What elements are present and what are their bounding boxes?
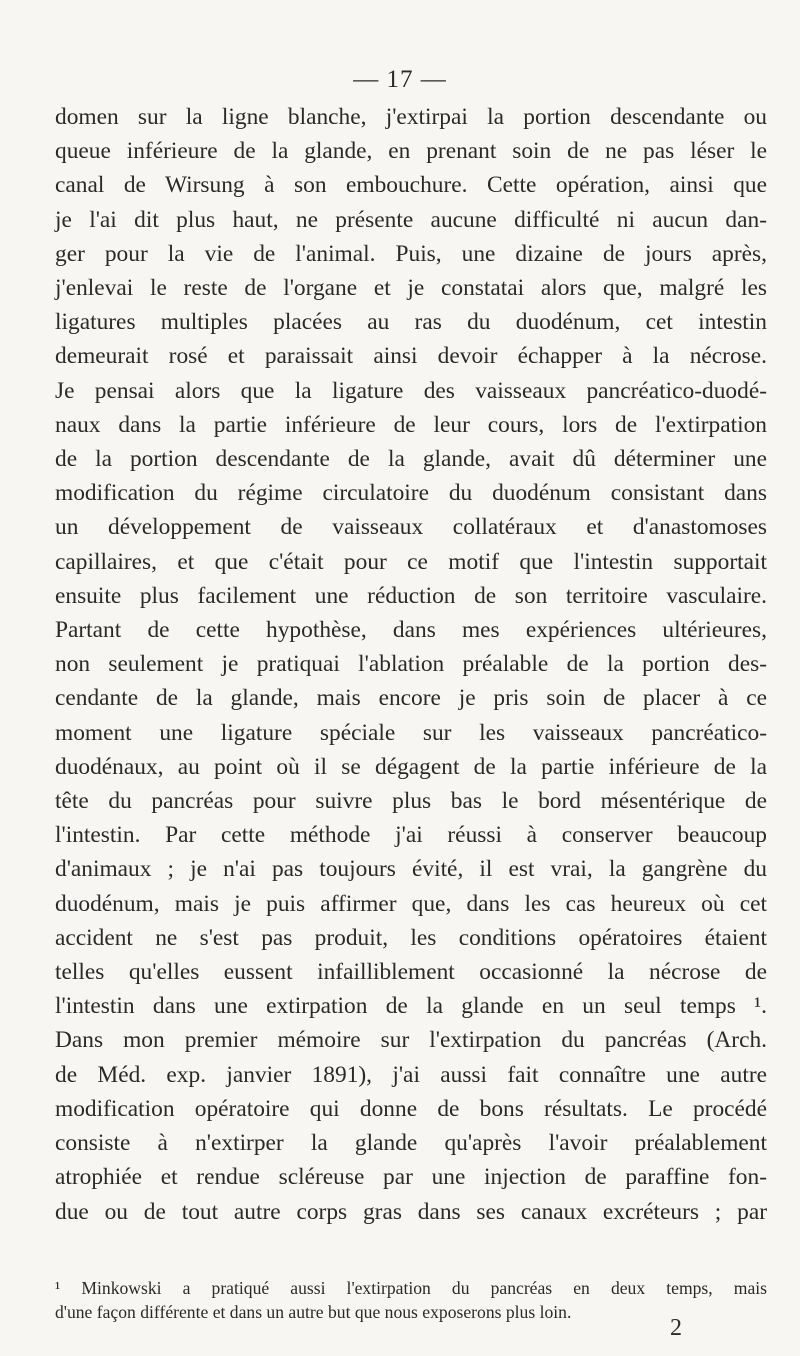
text-line: duodénaux, au point où il se dégagent de la partie inférieure de la	[55, 753, 767, 780]
text-line: je l'ai dit plus haut, ne présente aucune difficulté ni aucun dan-	[55, 206, 767, 233]
text-line: non seulement je pratiquai l'ablation préalable de la portion des-	[55, 651, 767, 678]
text-line: un développement de vaisseaux collatéraux et d'anastomoses	[55, 514, 767, 541]
text-line: demeurait rosé et paraissait ainsi devoir échapper à la nécrose.	[55, 343, 767, 370]
text-line: accident ne s'est pas produit, les conditions opératoires étaient	[55, 924, 767, 951]
footnote-line: ¹ Minkowski a pratiqué aussi l'extirpation du pancréas en deux temps, mais	[55, 1278, 767, 1298]
text-line: cendante de la glande, mais encore je pris soin de placer à ce	[55, 685, 767, 712]
text-line: modification opératoire qui donne de bons résultats. Le procédé	[55, 1095, 767, 1122]
text-line: modification du régime circulatoire du duodénum consistant dans	[55, 480, 767, 507]
text-line: naux dans la partie inférieure de leur cours, lors de l'extirpation	[55, 411, 767, 438]
text-line: duodénum, mais je puis affirmer que, dans les cas heureux où cet	[55, 890, 767, 917]
text-line: l'intestin. Par cette méthode j'ai réussi à conserver beaucoup	[55, 822, 767, 849]
text-line: d'animaux ; je n'ai pas toujours évité, il est vrai, la gangrène du	[55, 856, 767, 883]
text-line: capillaires, et que c'était pour ce motif que l'intestin supportait	[55, 548, 767, 575]
text-line: ger pour la vie de l'animal. Puis, une dizaine de jours après,	[55, 240, 767, 267]
text-line: domen sur la ligne blanche, j'extirpai la portion descendante ou	[55, 104, 767, 130]
text-line: l'intestin dans une extirpation de la glande en un seul temps ¹.	[55, 993, 767, 1020]
page-number-header: — 17 —	[353, 66, 447, 93]
text-line: ensuite plus facilement une réduction de son territoire vasculaire.	[55, 582, 767, 609]
text-line: Partant de cette hypothèse, dans mes expériences ultérieures,	[55, 617, 767, 644]
text-line: de Méd. exp. janvier 1891), j'ai aussi fait connaître une autre	[55, 1061, 767, 1088]
text-line: j'enlevai le reste de l'organe et je constatai alors que, malgré les	[55, 275, 767, 302]
text-line: telles qu'elles eussent infailliblement occasionné la nécrose de	[55, 959, 767, 986]
text-line: tête du pancréas pour suivre plus bas le bord mésentérique de	[55, 788, 767, 815]
body-text	[55, 100, 767, 1229]
text-line: atrophiée et rendue scléreuse par une injection de paraffine fon-	[55, 1164, 767, 1191]
text-line: de la portion descendante de la glande, avait dû déterminer une	[55, 446, 767, 473]
text-line: queue inférieure de la glande, en prenant soin de ne pas léser le	[55, 138, 767, 165]
footnote-line: d'une façon différente et dans un autre but que nous exposerons plus loin.	[55, 1302, 572, 1322]
text-line: due ou de tout autre corps gras dans ses canaux excréteurs ; par	[55, 1198, 767, 1225]
text-line: Je pensai alors que la ligature des vaisseaux pancréatico-duodé-	[55, 377, 767, 404]
text-line: Dans mon premier mémoire sur l'extirpation du pancréas (Arch.	[55, 1027, 767, 1054]
signature-mark: 2	[670, 1315, 682, 1341]
text-line: consiste à n'extirper la glande qu'après l'avoir préalablement	[55, 1130, 767, 1157]
footnote	[55, 1276, 767, 1324]
text-line: canal de Wirsung à son embouchure. Cette opération, ainsi que	[55, 172, 767, 199]
text-line: moment une ligature spéciale sur les vaisseaux pancréatico-	[55, 719, 767, 746]
text-line: ligatures multiples placées au ras du duodénum, cet intestin	[55, 309, 767, 336]
